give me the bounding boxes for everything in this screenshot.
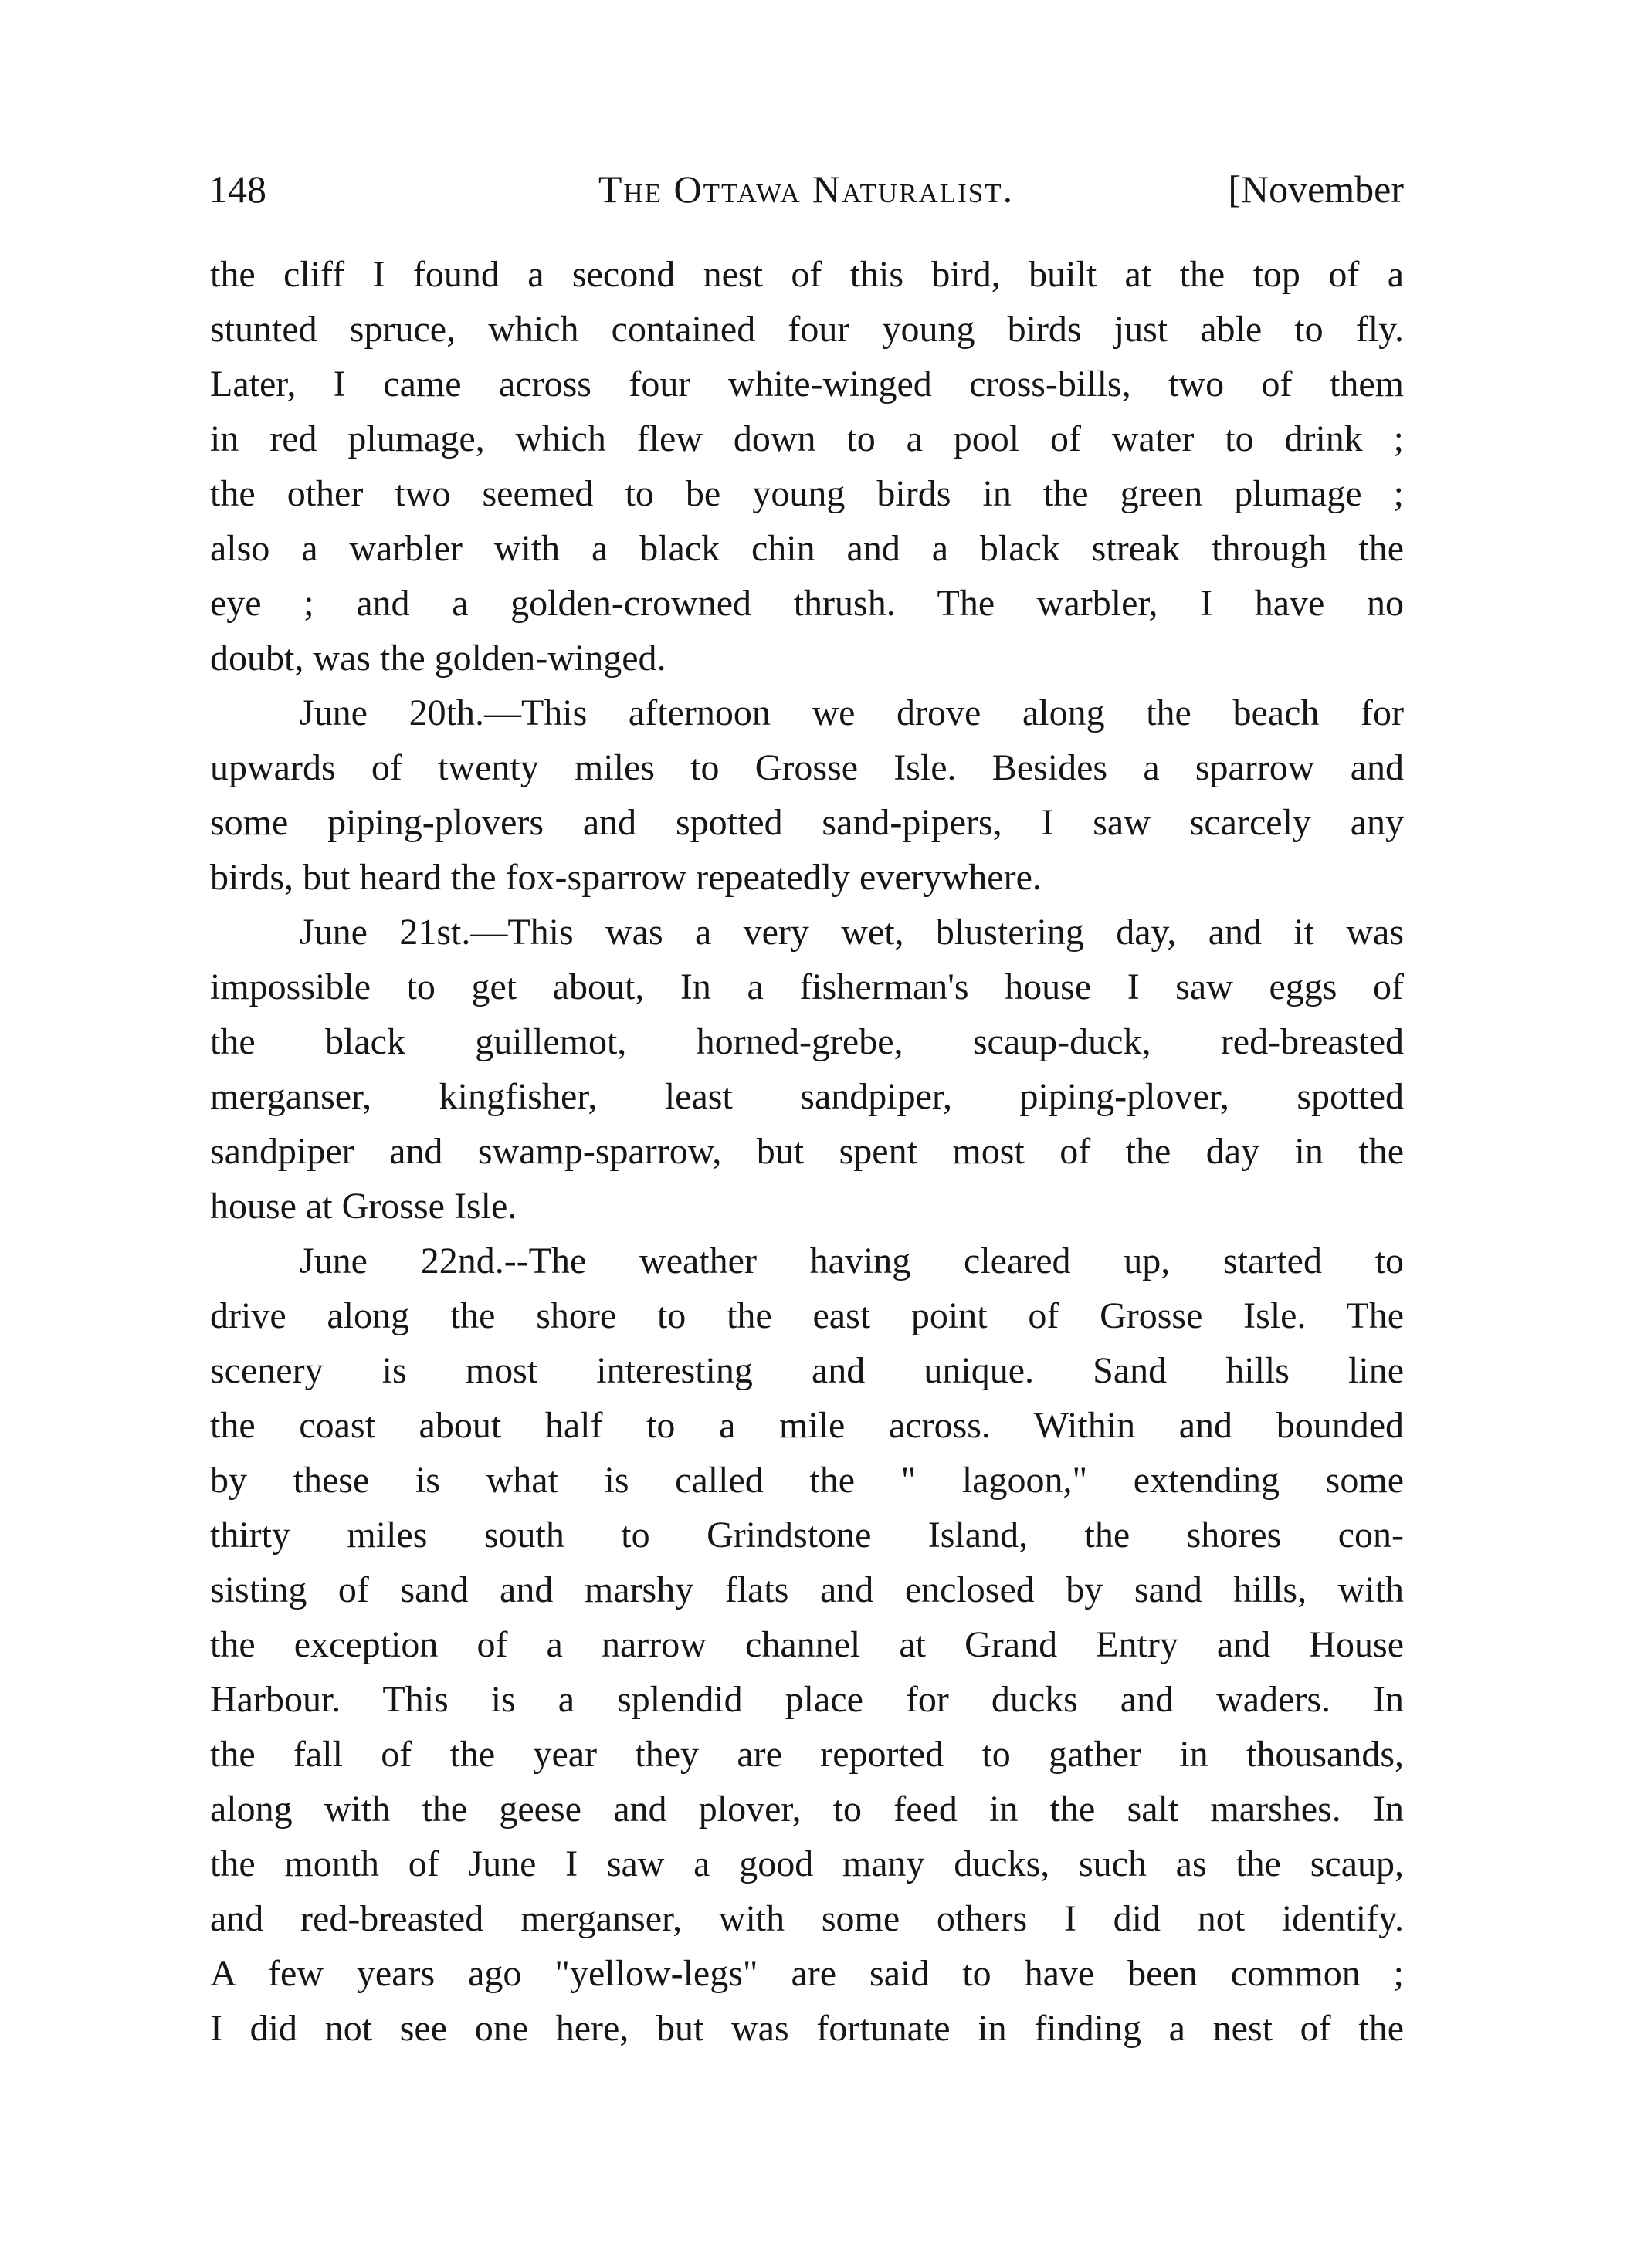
text-line: the cliff I found a second nest of this bird, built at the top of a <box>210 254 1404 295</box>
text-line: in red plumage, which flew down to a pool of water to drink ; <box>210 418 1404 459</box>
text-line: June 21st.—This was a very wet, blustering day, and it was <box>300 912 1404 953</box>
text-line: doubt, was the golden-winged. <box>210 638 666 679</box>
text-line: by these is what is called the " lagoon," extending some <box>210 1460 1404 1501</box>
text-line: and red-breasted merganser, with some others I did not identify. <box>210 1898 1404 1939</box>
paragraph <box>210 685 1404 905</box>
section-label: [November <box>1228 168 1404 211</box>
text-line: June 22nd.--The weather having cleared up, started to <box>300 1241 1404 1281</box>
page-number: 148 <box>208 168 266 211</box>
text-line: June 20th.—This afternoon we drove along the beach for <box>300 692 1404 733</box>
text-line: some piping-plovers and spotted sand-pipers, I saw scarcely any <box>210 802 1404 843</box>
text-line: house at Grosse Isle. <box>210 1186 517 1227</box>
text-line: along with the geese and plover, to feed in the salt marshes. In <box>210 1789 1404 1830</box>
text-line: scenery is most interesting and unique. Sand hills line <box>210 1350 1404 1391</box>
text-line: merganser, kingfisher, least sandpiper, piping-plover, spotted <box>210 1076 1404 1117</box>
text-line: the other two seemed to be young birds in the green plumage ; <box>210 473 1404 514</box>
paragraph <box>210 905 1404 1234</box>
text-line: the exception of a narrow channel at Grand Entry and House <box>210 1624 1404 1665</box>
text-line: Later, I came across four white-winged cross-bills, two of them <box>210 364 1404 405</box>
text-line: Harbour. This is a splendid place for ducks and waders. In <box>210 1679 1404 1720</box>
text-line: stunted spruce, which contained four young birds just able to fly. <box>210 309 1404 350</box>
page-header <box>208 158 1404 220</box>
text-line: the black guillemot, horned-grebe, scaup-duck, red-breasted <box>210 1021 1404 1062</box>
running-title: The Ottawa Naturalist. <box>598 168 1015 211</box>
text-line: sandpiper and swamp-sparrow, but spent most of the day in the <box>210 1131 1404 1172</box>
text-line: impossible to get about, In a fisherman's house I saw eggs of <box>210 966 1404 1007</box>
paragraph <box>210 1234 1404 2056</box>
text-line: A few years ago "yellow-legs" are said to have been common ; <box>210 1953 1404 1994</box>
body-text <box>210 247 1404 2056</box>
text-line: sisting of sand and marshy flats and enclosed by sand hills, with <box>210 1569 1404 1610</box>
text-line: the fall of the year they are reported to gather in thousands, <box>210 1734 1404 1775</box>
text-line: also a warbler with a black chin and a black streak through the <box>210 528 1404 569</box>
text-line: the coast about half to a mile across. Within and bounded <box>210 1405 1404 1446</box>
text-line: thirty miles south to Grindstone Island, the shores con- <box>210 1515 1404 1555</box>
text-line: the month of June I saw a good many ducks, such as the scaup, <box>210 1843 1404 1884</box>
paragraph <box>210 247 1404 685</box>
text-line: drive along the shore to the east point of Grosse Isle. The <box>210 1295 1404 1336</box>
text-line: birds, but heard the fox-sparrow repeatedly everywhere. <box>210 857 1042 898</box>
text-line: eye ; and a golden-crowned thrush. The warbler, I have no <box>210 583 1404 624</box>
text-line: upwards of twenty miles to Grosse Isle. Besides a sparrow and <box>210 747 1404 788</box>
text-line: I did not see one here, but was fortunate in finding a nest of the <box>210 2008 1404 2049</box>
